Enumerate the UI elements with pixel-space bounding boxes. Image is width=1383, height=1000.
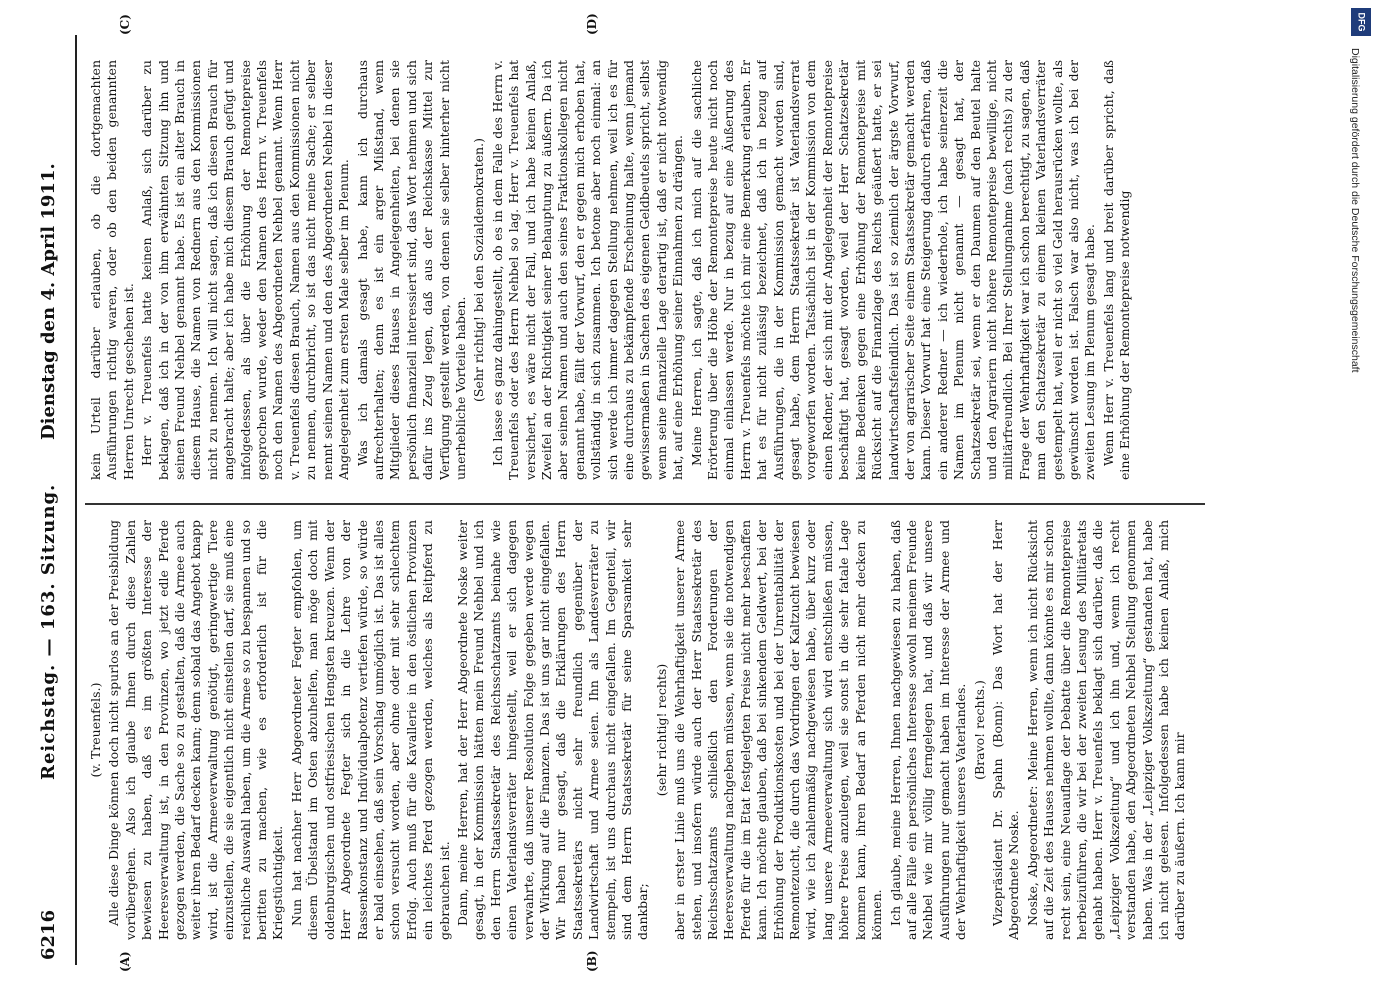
header-rule bbox=[75, 35, 77, 965]
paragraph: Nun hat nachher Herr Abgeordneter Fegter empfohlen, um diesem Übelstand im Osten abzuhelfen, man möge doch mit oldenburgischen und ostfriesischen Hengsten kreuzen. Wenn der Herr Abgeordnete Fegter sich in die Lehre von der Rassenkonstanz und Individualpotenz vertiefen würde, so würde er bald einsehen, daß sein Vorschlag unmöglich ist. Das ist alles schon versucht worden, aber ohne oder mit sehr schlechtem Erfolg. Auch muß für die Kavallerie in den östlichen Provinzen ein leichtes Pferd gezogen werden, welches als Reitpferd zu gebrauchen ist. bbox=[288, 520, 452, 940]
header-right-title: Dienstag den 4. April 1911. bbox=[38, 163, 59, 440]
paragraph: Dann, meine Herren, hat der Herr Abgeordnete Noske weiter gesagt, in der Kommission hätten mein Freund Nehbel und ich den Herrn Staatssekretär des Reichsschatzamts beinahe wie einen Vaterlandsverräter hingestellt, weil er sich dagegen verwahrte, daß unserer Resolution Folge gegeben werde wegen der Wirkung auf die Finanzen. Das ist uns gar nicht eingefallen. Wir haben nur gesagt, daß die Erklärungen des Herrn Staatssekretärs nicht sehr freundlich gegenüber der Landwirtschaft und Armee seien. Ihn als Landesverräter zu stempeln, ist uns durchaus nicht eingefallen. Im Gegenteil, wir sind dem Herrn Staatssekretär für seine Sparsamkeit sehr dankbar; bbox=[454, 520, 651, 940]
header-left-title: Reichstag. — 163. Sitzung. bbox=[38, 483, 59, 780]
column-divider bbox=[85, 503, 1205, 505]
dfg-logo: DFG bbox=[1351, 8, 1371, 36]
page-header bbox=[30, 0, 70, 1000]
margin-mark-d: (D) bbox=[585, 13, 599, 35]
paragraph: Vizepräsident Dr. Spahn (Bonn): Das Wort hat der Herr Abgeordnete Noske. bbox=[989, 520, 1022, 940]
credit-text: Digitalisierung gefördert durch die Deutsche Forschungsgemeinschaft bbox=[1349, 48, 1361, 373]
paragraph: Noske, Abgeordneter: Meine Herren, wenn ich nicht Rücksicht auf die Zeit des Hauses nehmen wollte, dann könnte es mir schon recht sein, eine Neuauflage der Debatte über die Remontepreise herbeizuführen, die wir bei der zweiten Lesung des Militäretats gehabt haben. Herr v. Treuenfels beklagt sich darüber, daß die „Leipziger Volkszeitung“ und ich ihn und, wenn ich recht verstanden habe, den Abgeordneten Nehbel Stellung genommen haben. Was in der „Leipziger Volkszeitung“ gestanden hat, habe ich nicht gelesen. Infolgedessen habe ich keinen Anlaß, mich darüber zu äußern. Ich kann mir bbox=[1024, 520, 1188, 940]
paragraph: Meine Herren, ich sagte, daß ich mich auf die sachliche Erörterung über die Höhe der Remontepreise heute nicht noch einmal einlassen werde. Nur in bezug auf eine Äußerung des Herrn v. Treuenfels möchte ich mir eine Bemerkung erlauben. Er hat es für nicht zulässig bezeichnet, daß ich in bezug auf Ausführungen, die in der Kommission gemacht worden sind, gesagt habe, dem Herrn Staatssekretär ist Vaterlandsverrat vorgeworfen worden. Tatsächlich ist in der Kommission von dem einen Redner, der sich mit der Angelegenheit der Remontepreise beschäftigt hat, gesagt worden, weil der Herr Schatzsekretär keine Bedenken gegen eine Erhöhung der Remontepreise mit Rücksicht auf die Finanzlage des Reichs geäußert hatte, er sei landwirtschaftsfeindlich. Das ist so ziemlich der ärgste Vorwurf, der von agrarischer Seite einem Staatssekretär gemacht werden kann. Dieser Vorwurf hat eine Steigerung dadurch erfahren, daß ein anderer Redner — ich wiederhole, ich habe seinerzeit die Namen im Plenum nicht genannt — gesagt hat, der Schatzsekretär sei, wenn er den Daumen auf den Beutel halte und den Agrariern nicht höhere Remontepreise bewillige, nicht militärfreundlich. Bei Ihrer Stellungnahme (nach rechts) zu der Frage der Wehrhaftigkeit war ich schon berechtigt, zu sagen, daß man den Schatzsekretär zu einem kleinen Vaterlandsverräter gestempelt hat, weil er nicht so viel Geld herausrücken wollte, als gewünscht worden ist. Falsch war also nicht, was ich bei der zweiten Lesung im Plenum gesagt habe. bbox=[688, 60, 1098, 480]
paragraph: Ich lasse es ganz dahingestellt, ob es in dem Falle des Herrn v. Treuenfels oder des Herrn Nehbel so lag. Herr v. Treuenfels hat versichert, es wäre nicht der Fall, und ich habe keinen Anlaß, Zweifel an der Richtigkeit seiner Behauptung zu äußern. Da ich aber seinen Namen und auch den seines Fraktionskollegen nicht genannt habe, fällt der Vorwurf, den er gegen mich erhoben hat, vollständig in sich zusammen. Ich betone aber noch einmal: an sich werde ich immer dagegen Stellung nehmen, weil ich es für eine durchaus zu bekämpfende Erscheinung halte, wenn jemand gewissermaßen in Sachen des eigenen Geldbeutels spricht, selbst wenn seine finanzielle Lage derartig ist, daß er nicht notwendig hat, auf eine Erhöhung seiner Einnahmen zu drängen. bbox=[489, 60, 686, 480]
right-column bbox=[88, 60, 1198, 480]
paragraph: Ich glaube, meine Herren, Ihnen nachgewiesen zu haben, daß auf alle Fälle ein persönliches Interesse sowohl meinem Freunde Nehbel wie mir völlig ferngelegen hat, und daß wir unsere Ausführungen nur gemacht haben im Interesse der Armee und der Wehrhaftigkeit unseres Vaterlandes. bbox=[887, 520, 969, 940]
paragraph: Alle diese Dinge können doch nicht spurlos an der Preisbildung vorübergehen. Also ich glaube Ihnen durch diese Zahlen bewiesen zu haben, daß es im größten Interesse der Heeresverwaltung ist, in den Provinzen, wo jetzt edle Pferde gezogen werden, die Sache so zu gestalten, daß die Armee auch weiter ihren Bedarf decken kann; denn sobald das Angebot knapp wird, ist die Armeeverwaltung genötigt, geringwertige Tiere einzustellen, die sie eigentlich nicht einstellen darf, sie muß eine reichliche Auswahl haben, um die Armee so zu bespannen und so beritten zu machen, wie es erforderlich ist für die Kriegstüchtigkeit. bbox=[106, 520, 286, 940]
page-number: 6216 bbox=[38, 909, 59, 960]
interjection: (Sehr richtig! bei den Sozialdemokraten.) bbox=[471, 138, 487, 402]
interjection: (Bravo! rechts.) bbox=[971, 680, 987, 780]
margin-mark-b: (B) bbox=[585, 950, 599, 972]
left-column bbox=[88, 520, 1198, 940]
margin-mark-a: (A) bbox=[118, 951, 132, 972]
digitization-credit bbox=[1350, 8, 1372, 998]
margin-mark-c: (C) bbox=[118, 14, 132, 35]
paragraph: Was ich damals gesagt habe, kann ich durchaus aufrechterhalten; denn es ist ein arger Mißstand, wenn Mitglieder dieses Hauses in Angelegenheiten, bei denen sie persönlich finanziell interessiert sind, das Wort nehmen und sich dafür ins Zeug legen, daß aus der Reichskasse Mittel zur Verfügung gestellt werden, von denen sie selber hinterher nicht unerhebliche Vorteile haben. bbox=[354, 60, 468, 480]
paragraph: Herr v. Treuenfels hatte keinen Anlaß, sich darüber zu beklagen, daß ich in der von ihm erwähnten Sitzung ihn und seinen Freund Nehbel genannt habe. Es ist ein alter Brauch in diesem Hause, die Namen von Rednern aus den Kommissionen nicht zu nennen. Ich will nicht sagen, daß ich diesen Brauch für angebracht halte; aber ich habe mich diesem Brauch gefügt und infolgedessen, als über die Erhöhung der Remontepreise gesprochen wurde, weder den Namen des Herrn v. Treuenfels noch den Namen des Abgeordneten Nehbel genannt. Wenn Herr v. Treuenfels diesen Brauch, Namen aus den Kommissionen nicht zu nennen, durchbricht, so ist das nicht meine Sache; er selber nennt seinen Namen und den des Abgeordneten Nehbel in dieser Angelegenheit zum ersten Male selber im Plenum. bbox=[139, 60, 352, 480]
paragraph: kein Urteil darüber erlauben, ob die dortgemachten Ausführungen richtig waren, oder ob den beiden genannten Herren Unrecht geschehen ist. bbox=[88, 60, 136, 480]
paragraph: Wenn Herr v. Treuenfels lang und breit darüber spricht, daß eine Erhöhung der Remontepreise notwendig bbox=[1100, 60, 1133, 480]
paragraph: aber in erster Linie muß uns die Wehrhaftigkeit unserer Armee stehen, und insofern würde auch der Herr Staatssekretär des Reichsschatzamts schließlich den Forderungen der Heeresverwaltung nachgeben müssen, wenn sie die notwendigen Pferde für die im Etat festgelegten Preise nicht mehr beschaffen kann. Ich möchte glauben, daß bei sinkendem Geldwert, bei der Erhöhung der Produktionskosten und bei der Unrentabilität der Remontezucht, die durch das Vordringen der Kaltzucht bewiesen wird, wie ich zahlenmäßig nachgewiesen habe, über kurz oder lang unsere Armeeverwaltung sich wird entschließen müssen, höhere Preise anzulegen, weil sie sonst in die sehr fatale Lage kommen kann, ihren Bedarf an Pferden nicht mehr decken zu können. bbox=[672, 520, 885, 940]
speaker-reference: (v. Treuenfels.) bbox=[88, 682, 103, 778]
interjection: (sehr richtig! rechts) bbox=[653, 663, 669, 797]
